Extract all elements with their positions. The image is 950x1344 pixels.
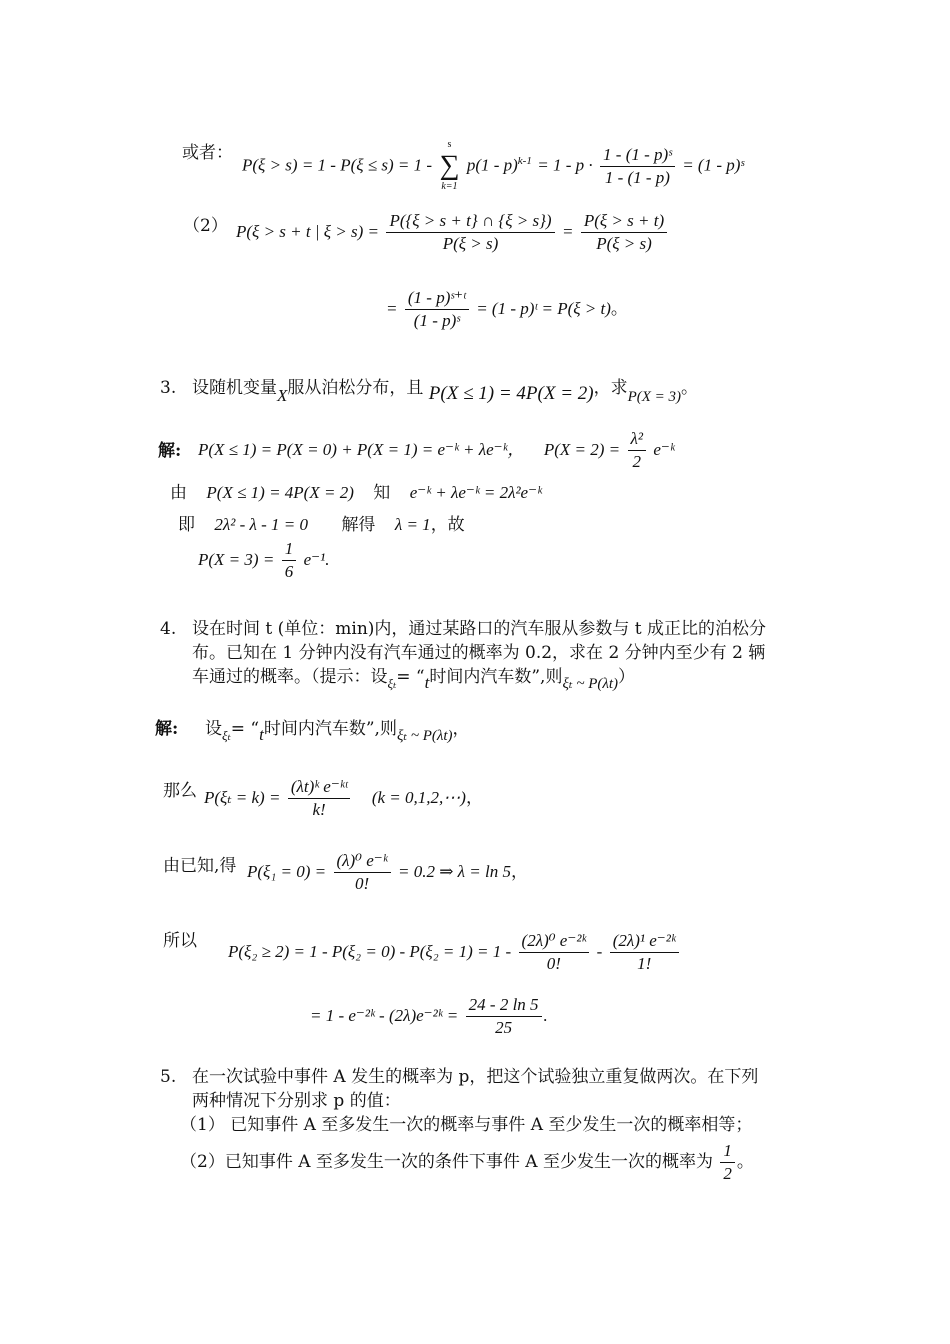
part2-label: （2） bbox=[183, 216, 228, 236]
part2-result: = $\frac{\text{(1 - p)ˢ⁺ᵗ}}{\text{(1 - p)ˢ}}$ = (1 - p)ᵗ = P(ξ > t)。 bbox=[386, 288, 628, 330]
alt-formula-part2: p(1 - p) bbox=[466, 155, 518, 175]
a3-result-fraction: $\frac{1}{6}$ bbox=[282, 538, 297, 583]
q5-line3: （1） 已知事件 A 至多发生一次的概率与事件 A 至少发生一次的概率相等； bbox=[180, 1115, 753, 1135]
q4-line2: 布。已知在 1 分钟内没有汽车通过的概率为 0.2，求在 2 分钟内至少有 2 辆 bbox=[192, 643, 766, 663]
part2-fraction-2: $\frac{P(\xi > s + t)}{P(\xi > s)}$ bbox=[581, 210, 667, 255]
alt-formula-part4: = (1 - p)ˢ bbox=[682, 155, 744, 175]
a4-result-fraction: $\frac{24 - 2 \ln 5}{25}$ bbox=[466, 994, 542, 1039]
alt-solution-line bbox=[182, 142, 233, 164]
a4-lambda-fraction: $\frac{\text{(λ)⁰ e⁻ᵏ}}{0!}$ bbox=[334, 850, 391, 895]
alt-fraction: $\frac{\text{1 - (1 - p)ˢ}}{1 - (1 - p)}$ bbox=[600, 144, 675, 189]
a3-fraction: $\frac{\text{λ²}}{2}$ bbox=[628, 428, 646, 473]
a4-line3: P(ξ₁ = 0) = $\frac{\text{(λ)⁰ e⁻ᵏ}}{0!}$ = 0.2 ⇒ λ = ln 5， bbox=[247, 851, 528, 893]
alt-formula-part3: = 1 - p · bbox=[537, 155, 593, 175]
part2-result-fraction: $\frac{\text{(1 - p)ˢ⁺ᵗ}}{\text{(1 - p)ˢ}}$ bbox=[405, 287, 469, 332]
a4-line5: = 1 - e⁻²ᵏ - (2λ)e⁻²ᵏ = $\frac{24 - 2 \ln 5}{25}$ . bbox=[310, 995, 548, 1037]
q5-line4: （2）已知事件 A 至多发生一次的条件下事件 A 至少发生一次的概率为 $\frac{1}{2}$ 。 bbox=[180, 1141, 754, 1183]
a4-line4-label: 所以 bbox=[163, 931, 197, 951]
part2-formula: P(ξ > s + t | ξ > s) = $\frac{P(\{\xi > s + t\} \cap \{\xi > s\})}{P(\xi > s)}$ = $\frac{P(\xi > s + t)}{P(\xi > s)}$ bbox=[236, 210, 669, 255]
q4-number: 4. bbox=[160, 619, 177, 639]
a4-term1-fraction: $\frac{\text{(2λ)⁰ e⁻²ᵏ}}{0!}$ bbox=[519, 930, 590, 975]
q4-line3: 车通过的概率。（提示：设$_{\xi_t}$= “t时间内汽车数”,则ξₜ ~ P(λt)） bbox=[192, 667, 636, 692]
q3-text: 设随机变量X服从泊松分布，且 P(X ≤ 1) = 4P(X = 2)，求P(X = 3)。 bbox=[192, 378, 699, 405]
alt-formula: P(ξ > s) = 1 - P(ξ ≤ s) = 1 - s ∑ k=1 p(1 - p)$^{k-1}$ = 1 - p · $\frac{\text{1 - (1 - p)ˢ}}{1 - (1 - p)}$ = (1 - p)ˢ bbox=[242, 139, 744, 192]
a4-line4: P(ξ₂ ≥ 2) = 1 - P(ξ₂ = 0) - P(ξ₂ = 1) = 1 - $\frac{\text{(2λ)⁰ e⁻²ᵏ}}{0!}$ - $\frac{\text{(2λ)¹ e⁻²ᵏ}}{1!}$ bbox=[228, 930, 681, 975]
a3-line2: 由 P(X ≤ 1) = 4P(X = 2) 知 e⁻ᵏ + λe⁻ᵏ = 2λ²e⁻ᵏ bbox=[170, 483, 542, 503]
alt-label: 或者： bbox=[182, 143, 233, 163]
a4-line2-label: 那么 bbox=[163, 781, 197, 801]
q5-line1: 在一次试验中事件 A 发生的概率为 p，把这个试验独立重复做两次。在下列 bbox=[192, 1067, 759, 1087]
a4-line3-label: 由已知,得 bbox=[163, 856, 237, 876]
a4-label: 解: bbox=[155, 719, 179, 739]
summation: s ∑ k=1 bbox=[439, 139, 460, 192]
q4-line1: 设在时间 t (单位：min)内，通过某路口的汽车服从参数与 t 成正比的泊松分 bbox=[192, 619, 767, 639]
q5-half-fraction: $\frac{1}{2}$ bbox=[720, 1140, 735, 1185]
q5-number: 5. bbox=[160, 1067, 177, 1087]
a4-line2: P(ξₜ = k) = $\frac{\text{(λt)ᵏ e⁻ᵏᵗ}}{k!}$ (k = 0,1,2,⋯)， bbox=[204, 777, 483, 819]
part2-fraction-1: $\frac{P(\{\xi > s + t\} \cap \{\xi > s\})}{P(\xi > s)}$ bbox=[386, 210, 554, 255]
a3-line3: 即 2λ² - λ - 1 = 0 解得 λ = 1，故 bbox=[178, 515, 465, 535]
a3-line4: P(X = 3) = $\frac{1}{6}$ e⁻¹. bbox=[198, 539, 330, 581]
a3-label: 解: bbox=[158, 441, 182, 461]
q5-line2: 两种情况下分别求 p 的值： bbox=[192, 1091, 401, 1111]
q3-number: 3. bbox=[160, 378, 177, 398]
a4-poisson-fraction: $\frac{\text{(λt)ᵏ e⁻ᵏᵗ}}{k!}$ bbox=[288, 776, 351, 821]
alt-formula-part1: P(ξ > s) = 1 - P(ξ ≤ s) = 1 - bbox=[242, 155, 433, 175]
a4-line1: 设$_{\xi_t}$= “t时间内汽车数”,则ξₜ ~ P(λt)， bbox=[205, 719, 470, 744]
a4-term2-fraction: $\frac{\text{(2λ)¹ e⁻²ᵏ}}{1!}$ bbox=[610, 930, 679, 975]
a3-line1: P(X ≤ 1) = P(X = 0) + P(X = 1) = e⁻ᵏ + λe⁻ᵏ， P(X = 2) = $\frac{\text{λ²}}{2}$ e⁻ᵏ bbox=[198, 429, 675, 471]
